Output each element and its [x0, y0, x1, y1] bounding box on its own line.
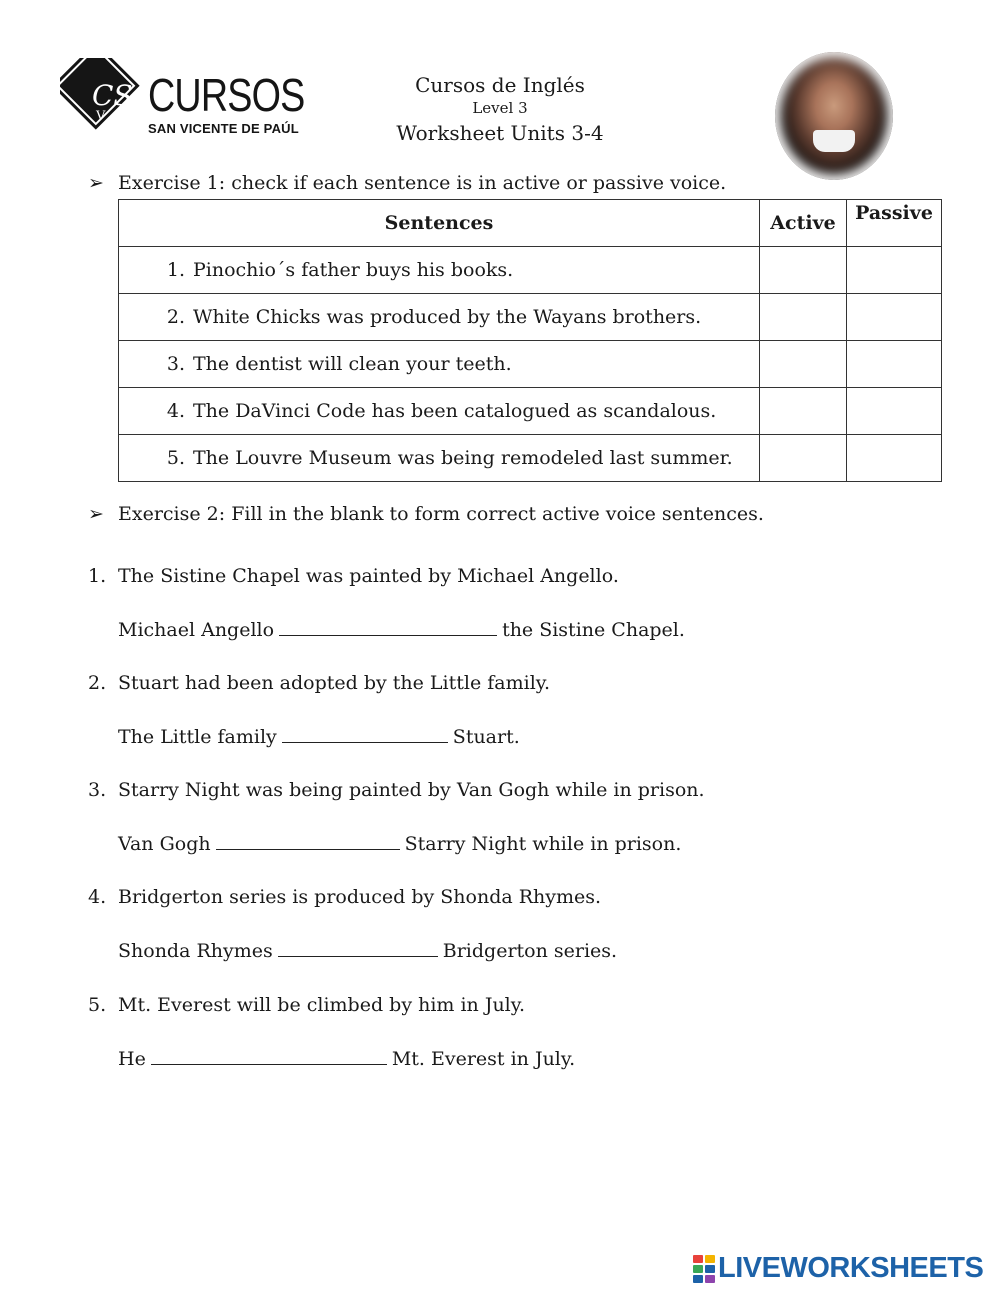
active-check-cell[interactable]: [760, 294, 847, 341]
worksheet-title: Worksheet Units 3-4: [396, 121, 604, 145]
table-row: [119, 341, 942, 388]
table-row: [119, 294, 942, 341]
answer-blank-input[interactable]: [216, 831, 400, 850]
sentence-cell: 5. The Louvre Museum was being remodeled last summer.: [119, 435, 760, 482]
active-check-cell[interactable]: [760, 388, 847, 435]
exercise2-item-2: 2. Stuart had been adopted by the Little family.: [88, 672, 551, 694]
col-active: Active: [760, 200, 847, 247]
level-label: Level 3: [472, 99, 528, 117]
passive-check-cell[interactable]: [847, 341, 942, 388]
answer-blank-input[interactable]: [282, 724, 448, 743]
logo-subtitle: SAN VICENTE DE PAÚL: [148, 121, 299, 136]
exercise2-item-1: 1. The Sistine Chapel was painted by Michael Angello.: [88, 565, 619, 587]
exercise1-table: [118, 199, 942, 482]
exercise2-answer-4: Shonda Rhymes Bridgerton series.: [118, 940, 618, 962]
col-passive: Passive: [847, 200, 942, 247]
table-row: [119, 247, 942, 294]
exercise2-text: Exercise 2: Fill in the blank to form correct active voice sentences.: [118, 503, 764, 525]
exercise2-item-5: 5. Mt. Everest will be climbed by him in July.: [88, 994, 526, 1016]
liveworksheets-brand[interactable]: LIVEWORKSHEETS: [718, 1252, 984, 1284]
exercise1-instruction: [88, 170, 726, 196]
passive-check-cell[interactable]: [847, 388, 942, 435]
sentence-cell: 1. Pinochio´s father buys his books.: [119, 247, 760, 294]
logo-word: CURSOS: [148, 69, 305, 121]
col-sentences: Sentences: [119, 200, 760, 247]
svg-text:CS: CS: [92, 79, 133, 112]
sentence-cell: 4. The DaVinci Code has been catalogued as scandalous.: [119, 388, 760, 435]
answer-blank-input[interactable]: [279, 617, 497, 636]
liveworksheets-logo-icon: [693, 1254, 715, 1284]
exercise2-instruction: [88, 501, 764, 527]
exercise1-text: Exercise 1: check if each sentence is in active or passive voice.: [118, 172, 727, 194]
exercise2-item-3: 3. Starry Night was being painted by Van Gogh while in prison.: [88, 779, 705, 801]
active-check-cell[interactable]: [760, 341, 847, 388]
passive-check-cell[interactable]: [847, 247, 942, 294]
portrait-collar: [813, 130, 855, 152]
course-title: Cursos de Inglés: [415, 73, 585, 97]
arrow-bullet-icon: ➢: [88, 172, 104, 194]
exercise2-answer-1: Michael Angello the Sistine Chapel.: [118, 619, 685, 641]
svg-text:V: V: [96, 109, 106, 124]
table-row: [119, 388, 942, 435]
exercise2-item-4: 4. Bridgerton series is produced by Shonda Rhymes.: [88, 886, 602, 908]
exercise2-answer-2: The Little family Stuart.: [118, 726, 520, 748]
arrow-bullet-icon: ➢: [88, 503, 104, 525]
sentence-cell: 3. The dentist will clean your teeth.: [119, 341, 760, 388]
table-header-row: [119, 200, 942, 247]
exercise2-answer-3: Van Gogh Starry Night while in prison.: [118, 833, 682, 855]
active-check-cell[interactable]: [760, 247, 847, 294]
saint-portrait-image: [775, 52, 893, 180]
logo-diamond-icon: [60, 58, 140, 130]
table-row: [119, 435, 942, 482]
active-check-cell[interactable]: [760, 435, 847, 482]
answer-blank-input[interactable]: [151, 1046, 387, 1065]
exercise2-answer-5: He Mt. Everest in July.: [118, 1048, 576, 1070]
title-block: [380, 72, 620, 147]
sentence-cell: 2. White Chicks was produced by the Wayans brothers.: [119, 294, 760, 341]
answer-blank-input[interactable]: [278, 938, 438, 957]
passive-check-cell[interactable]: [847, 294, 942, 341]
passive-check-cell[interactable]: [847, 435, 942, 482]
